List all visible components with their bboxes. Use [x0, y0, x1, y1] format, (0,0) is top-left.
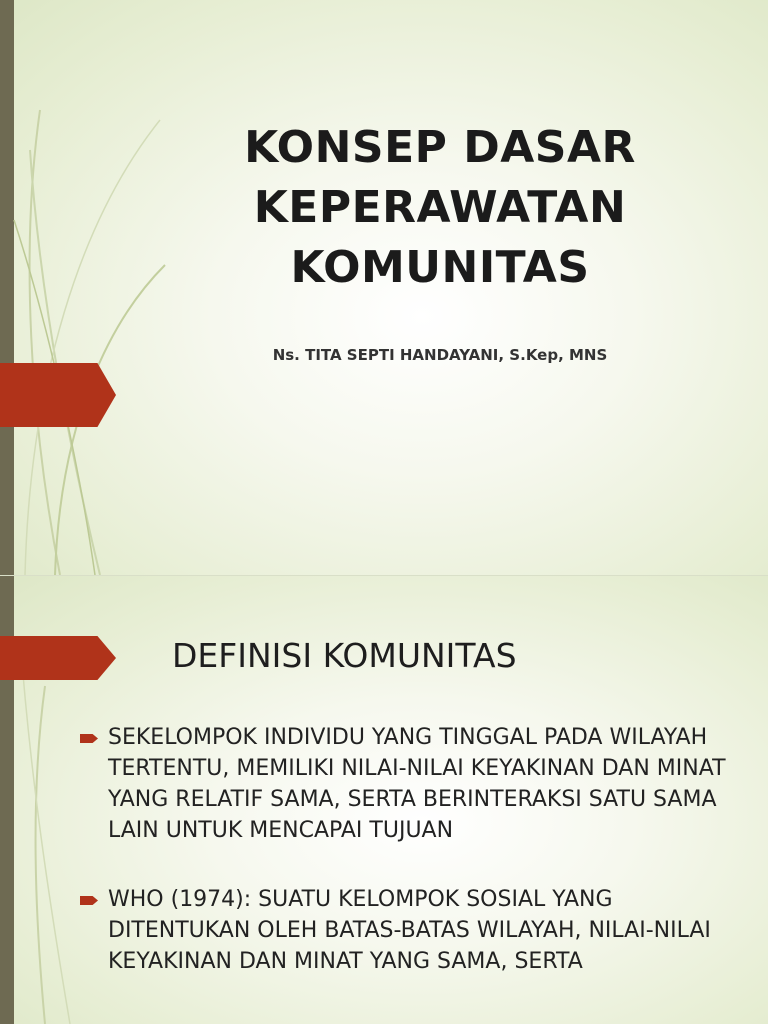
bullet-text: WHO (1974): SUATU KELOMPOK SOSIAL YANG DITENTUKAN OLEH BATAS-BATAS WILAYAH, NILAI-NILAI KEYAKINAN DAN MINAT YANG SAMA, SERTA: [108, 887, 711, 974]
slide-heading: DEFINISI KOMUNITAS: [172, 636, 517, 675]
title-line-2: KEPERAWATAN: [253, 182, 627, 233]
bullet-text: SEKELOMPOK INDIVIDU YANG TINGGAL PADA WILAYAH TERTENTU, MEMILIKI NILAI-NILAI KEYAKINAN DAN MINAT YANG RELATIF SAMA, SERTA BERINTERAKSI SATU SAMA LAIN UNTUK MENCAPAI TUJUAN: [108, 725, 726, 843]
definition-list: [80, 722, 760, 1015]
author-subtitle: Ns. TITA SEPTI HANDAYANI, S.Kep, MNS: [272, 346, 608, 364]
title-line-1: KONSEP DASAR: [244, 122, 636, 173]
heading-arrow-marker: [0, 636, 116, 680]
title-line-3: KOMUNITAS: [290, 242, 590, 293]
title-arrow-marker: [0, 363, 116, 427]
presentation-title: [180, 118, 700, 298]
definition-slide: [0, 576, 768, 1024]
bullet-arrow-icon: [80, 734, 98, 743]
list-item: [80, 884, 760, 977]
decorative-grass-curves: [0, 0, 200, 575]
list-item: [80, 722, 760, 846]
bullet-arrow-icon: [80, 896, 98, 905]
